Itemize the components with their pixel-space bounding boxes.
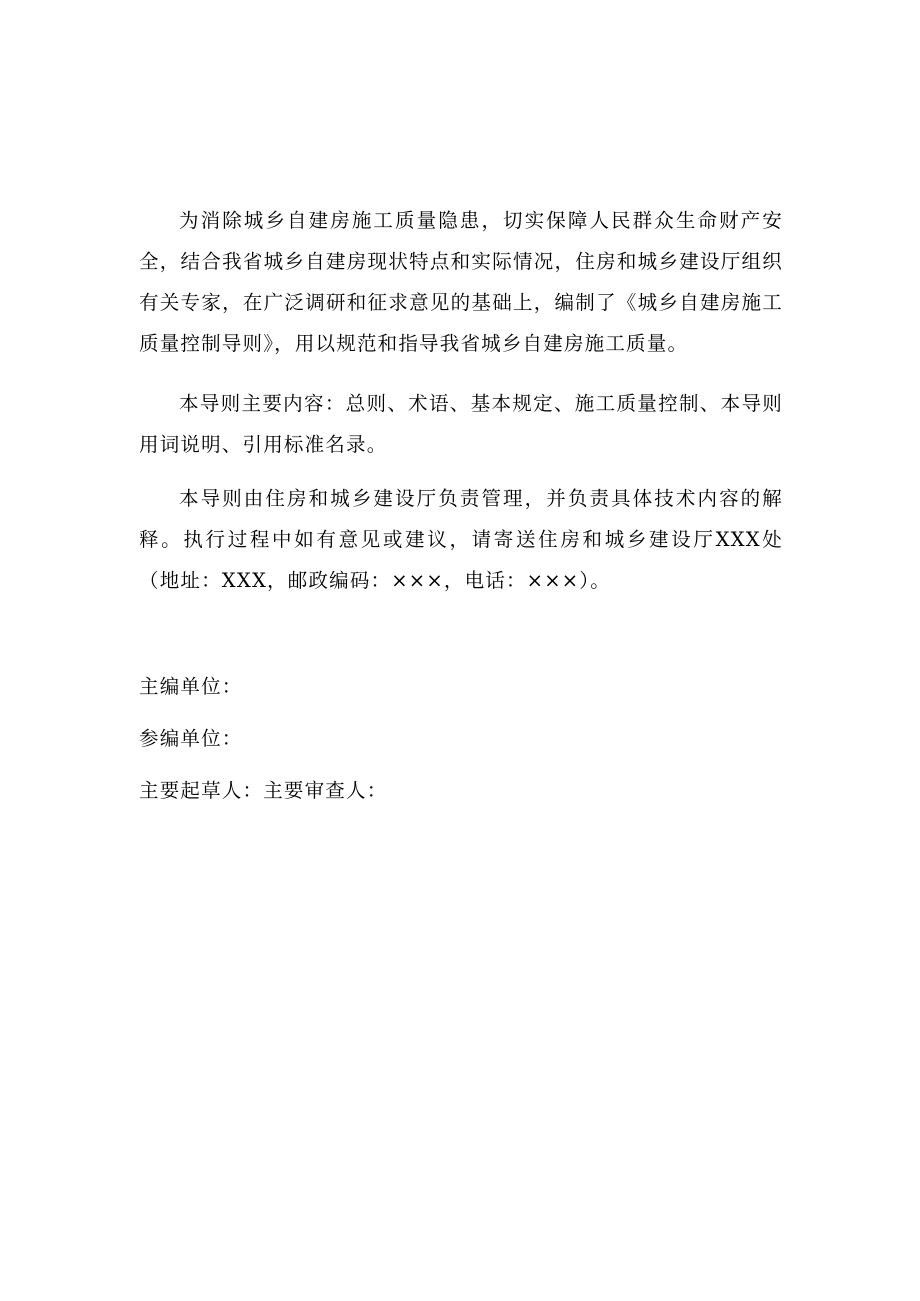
- drafters-reviewers-label: 主要起草人：主要审查人：: [139, 779, 388, 802]
- paragraph-management: 本导则由住房和城乡建设厅负责管理，并负责具体技术内容的解释。执行过程中如有意见或建议，请寄送住房和城乡建设厅XXX处（地址：XXX，邮政编码：×××，电话：×××）。: [139, 487, 783, 592]
- paragraph-contents: 本导则主要内容：总则、术语、基本规定、施工质量控制、本导则用词说明、引用标准名录。: [139, 392, 783, 456]
- chief-unit-label: 主编单位：: [139, 675, 243, 698]
- paragraph-intro: 为消除城乡自建房施工质量隐患，切实保障人民群众生命财产安全，结合我省城乡自建房现状特点和实际情况，住房和城乡建设厅组织有关专家，在广泛调研和征求意见的基础上，编制了《城乡自建房施工质量控制导则》，用以规范和指导我省城乡自建房施工质量。: [139, 209, 783, 355]
- participating-unit-label: 参编单位：: [139, 727, 243, 750]
